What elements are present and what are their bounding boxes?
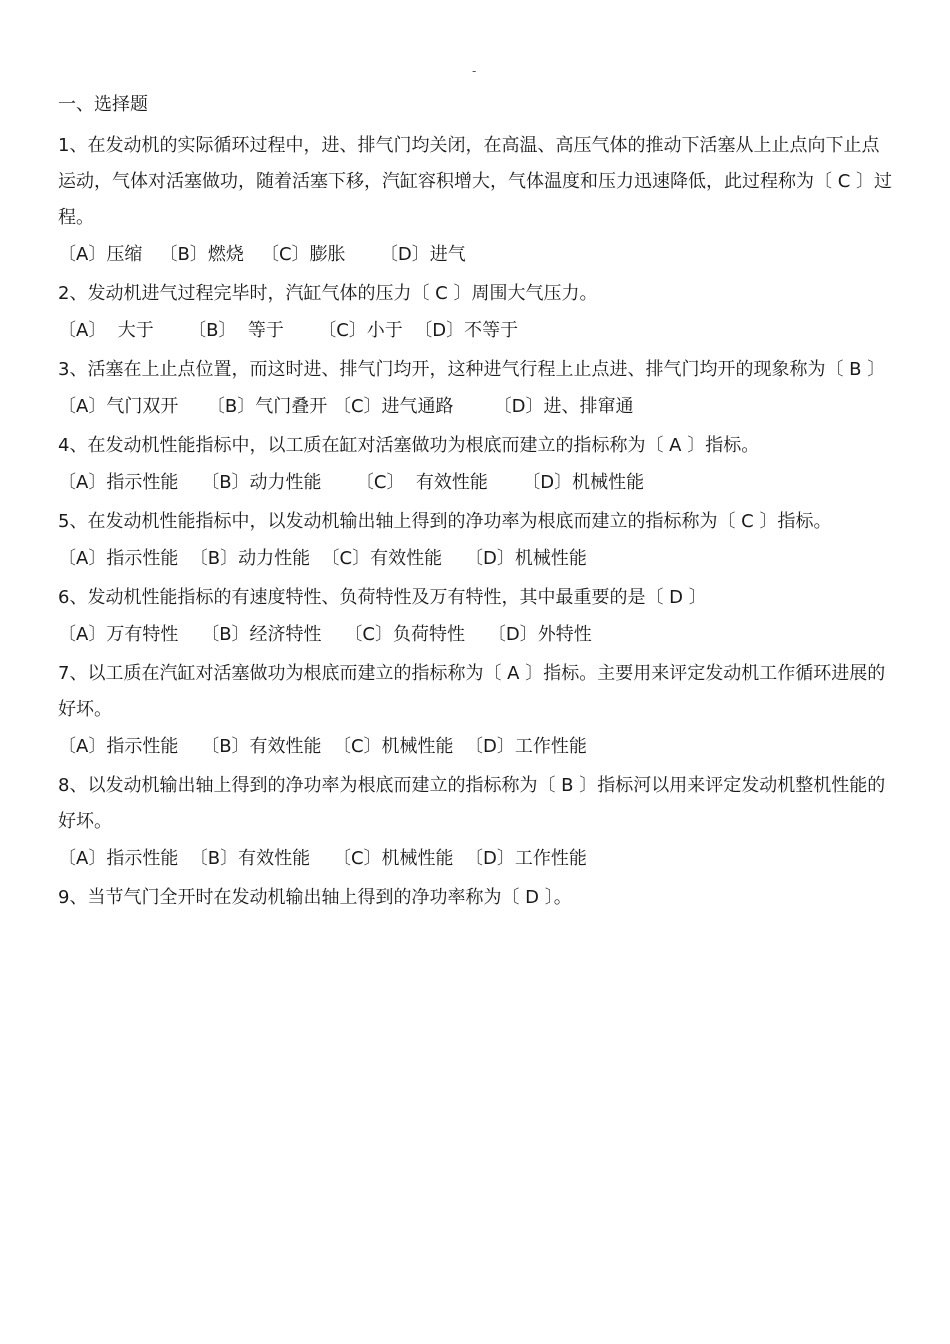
question-1	[58, 128, 896, 270]
document-content	[58, 90, 896, 916]
question-options: 〔A〕指示性能 〔B〕有效性能 〔C〕机械性能 〔D〕工作性能	[58, 736, 587, 757]
question-options: 〔A〕指示性能 〔B〕动力性能 〔C〕有效性能 〔D〕机械性能	[58, 548, 587, 569]
question-7	[58, 656, 896, 762]
question-text: 6、发动机性能指标的有速度特性、负荷特性及万有特性，其中最重要的是〔 D 〕	[58, 587, 707, 608]
question-text: 4、在发动机性能指标中，以工质在缸对活塞做功为根底而建立的指标称为〔 A 〕指标。	[58, 435, 760, 456]
section-title: 一、选择题	[58, 94, 148, 115]
question-3	[58, 352, 896, 422]
question-text: 1、在发动机的实际循环过程中，进、排气门均关闭，在高温、高压气体的推动下活塞从上止点向下止点运动，气体对活塞做功，随着活塞下移，汽缸容积增大，气体温度和压力迅速降低，此过程称为〔 C 〕过程。	[58, 135, 893, 228]
question-text: 2、发动机进气过程完毕时，汽缸气体的压力〔 C 〕周围大气压力。	[58, 283, 598, 304]
question-options: 〔A〕万有特性 〔B〕经济特性 〔C〕负荷特性 〔D〕外特性	[58, 624, 592, 645]
question-options: 〔A〕指示性能 〔B〕动力性能 〔C〕 有效性能 〔D〕机械性能	[58, 472, 645, 493]
question-text: 8、以发动机输出轴上得到的净功率为根底而建立的指标称为〔 B 〕指标河以用来评定发动机整机性能的好坏。	[58, 775, 886, 832]
question-text: 9、当节气门全开时在发动机输出轴上得到的净功率称为〔 D 〕。	[58, 887, 572, 908]
question-options: 〔A〕气门双开 〔B〕气门叠开 〔C〕进气通路 〔D〕进、排窜通	[58, 396, 634, 417]
question-options: 〔A〕 大于 〔B〕 等于 〔C〕小于 〔D〕不等于	[58, 320, 519, 341]
question-2	[58, 276, 896, 346]
question-8	[58, 768, 896, 874]
question-4	[58, 428, 896, 498]
question-6	[58, 580, 896, 650]
question-text: 3、活塞在上止点位置，而这时进、排气门均开，这种进气行程上止点进、排气门均开的现象称为〔 B 〕	[58, 359, 886, 380]
question-options: 〔A〕压缩 〔B〕燃烧 〔C〕膨胀 〔D〕进气	[58, 244, 466, 265]
header-mark: -	[472, 64, 477, 78]
question-options: 〔A〕指示性能 〔B〕有效性能 〔C〕机械性能 〔D〕工作性能	[58, 848, 587, 869]
question-9	[58, 880, 896, 916]
question-text: 5、在发动机性能指标中，以发动机输出轴上得到的净功率为根底而建立的指标称为〔 C 〕指标。	[58, 511, 832, 532]
question-5	[58, 504, 896, 574]
question-text: 7、以工质在汽缸对活塞做功为根底而建立的指标称为〔 A 〕指标。主要用来评定发动机工作循环进展的好坏。	[58, 663, 886, 720]
